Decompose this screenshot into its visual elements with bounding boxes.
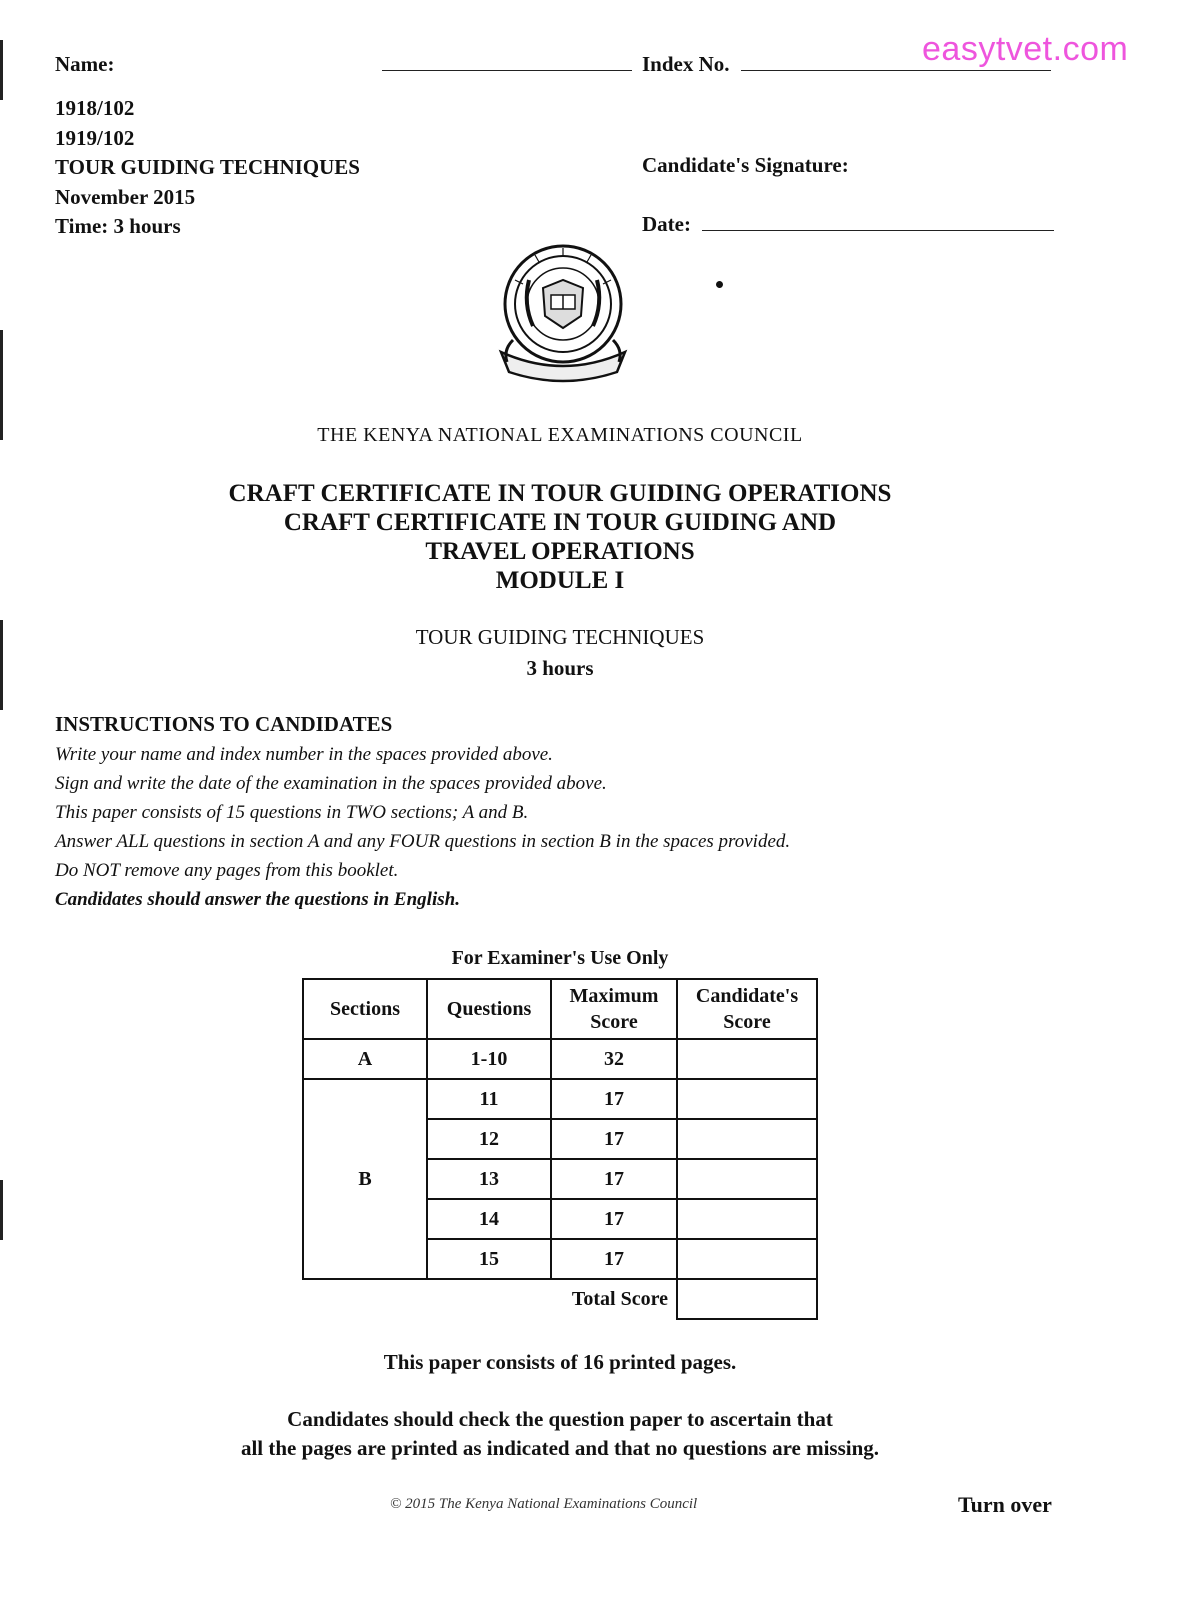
total-score-label: Total Score	[571, 1288, 668, 1310]
max-score-cell: 32	[551, 1039, 677, 1079]
max-score-cell: 17	[551, 1119, 677, 1159]
candidate-score-cell[interactable]	[677, 1079, 817, 1119]
total-row	[303, 1279, 817, 1319]
signature-label: Candidate's Signature:	[642, 153, 849, 177]
date-label: Date:	[642, 212, 691, 236]
instruction-line: Candidates should answer the questions in English.	[55, 889, 460, 910]
section-cell: B	[303, 1079, 427, 1279]
course-title-line-2: CRAFT CERTIFICATE IN TOUR GUIDING AND	[283, 509, 837, 536]
header-max-score: Maximum Score	[551, 979, 677, 1039]
ink-speck	[715, 280, 725, 290]
name-label: Name:	[55, 52, 115, 76]
council-name: THE KENYA NATIONAL EXAMINATIONS COUNCIL	[317, 424, 803, 446]
name-line[interactable]	[382, 69, 632, 71]
question-cell: 11	[427, 1079, 551, 1119]
name-field[interactable]	[55, 52, 632, 77]
paper-subject: TOUR GUIDING TECHNIQUES	[55, 155, 360, 179]
copyright-notice: © 2015 The Kenya National Examinations Council	[390, 1496, 698, 1512]
header-sections: Sections	[303, 979, 427, 1039]
scan-edge-mark	[0, 40, 3, 100]
question-cell: 14	[427, 1199, 551, 1239]
instruction-line: This paper consists of 15 questions in TWO sections; A and B.	[55, 802, 529, 823]
section-cell: A	[303, 1039, 427, 1079]
scan-edge-mark	[0, 1180, 3, 1240]
candidate-score-cell[interactable]	[677, 1239, 817, 1279]
total-score-cell[interactable]	[677, 1279, 817, 1319]
index-line[interactable]	[741, 69, 1051, 71]
paper-time: Time: 3 hours	[55, 214, 181, 238]
instruction-line: Sign and write the date of the examination in the spaces provided above.	[55, 773, 607, 794]
candidate-score-cell[interactable]	[677, 1159, 817, 1199]
paper-title: TOUR GUIDING TECHNIQUES	[415, 625, 705, 649]
index-field[interactable]	[642, 52, 1051, 77]
header-candidate-score: Candidate's Score	[677, 979, 817, 1039]
check-note-line-1: Candidates should check the question paper to ascertain that	[287, 1407, 833, 1431]
header-questions: Questions	[427, 979, 551, 1039]
instruction-line: Do NOT remove any pages from this booklet.	[55, 860, 399, 881]
question-cell: 13	[427, 1159, 551, 1199]
max-score-cell: 17	[551, 1159, 677, 1199]
instruction-line: Answer ALL questions in section A and any FOUR questions in section B in the spaces provided.	[55, 831, 791, 852]
date-line[interactable]	[702, 229, 1054, 231]
question-cell: 15	[427, 1239, 551, 1279]
instruction-line: Write your name and index number in the spaces provided above.	[55, 744, 553, 765]
watermark-text: easytvet.com	[922, 30, 1129, 68]
paper-duration: 3 hours	[526, 656, 594, 680]
paper-info	[55, 94, 360, 242]
table-row	[303, 1079, 817, 1119]
course-title-line-3: TRAVEL OPERATIONS	[425, 538, 695, 565]
examiner-caption: For Examiner's Use Only	[451, 947, 669, 969]
date-field[interactable]	[642, 212, 1054, 237]
question-cell: 12	[427, 1119, 551, 1159]
module-title: MODULE I	[495, 567, 625, 594]
max-score-cell: 17	[551, 1239, 677, 1279]
score-table	[302, 978, 818, 1320]
course-title-line-1: CRAFT CERTIFICATE IN TOUR GUIDING OPERATIONS	[228, 480, 892, 507]
candidate-score-cell[interactable]	[677, 1119, 817, 1159]
candidate-score-cell[interactable]	[677, 1199, 817, 1239]
max-score-cell: 17	[551, 1079, 677, 1119]
table-row	[303, 1039, 817, 1079]
index-label: Index No.	[642, 52, 730, 76]
paper-code-2: 1919/102	[55, 125, 135, 150]
max-score-cell: 17	[551, 1199, 677, 1239]
knec-crest-icon	[493, 240, 633, 390]
instructions-title: INSTRUCTIONS TO CANDIDATES	[55, 712, 393, 736]
turn-over-text: Turn over	[958, 1492, 1052, 1517]
table-header-row	[303, 979, 817, 1039]
paper-code-1: 1918/102	[55, 96, 135, 120]
candidate-score-cell[interactable]	[677, 1039, 817, 1079]
total-spacer	[303, 1279, 551, 1319]
paper-date: November 2015	[55, 184, 196, 209]
signature-field[interactable]	[642, 153, 849, 178]
pages-note: This paper consists of 16 printed pages.	[383, 1350, 737, 1374]
question-cell: 1-10	[427, 1039, 551, 1079]
check-note-line-2: all the pages are printed as indicated and that no questions are missing.	[240, 1436, 880, 1460]
